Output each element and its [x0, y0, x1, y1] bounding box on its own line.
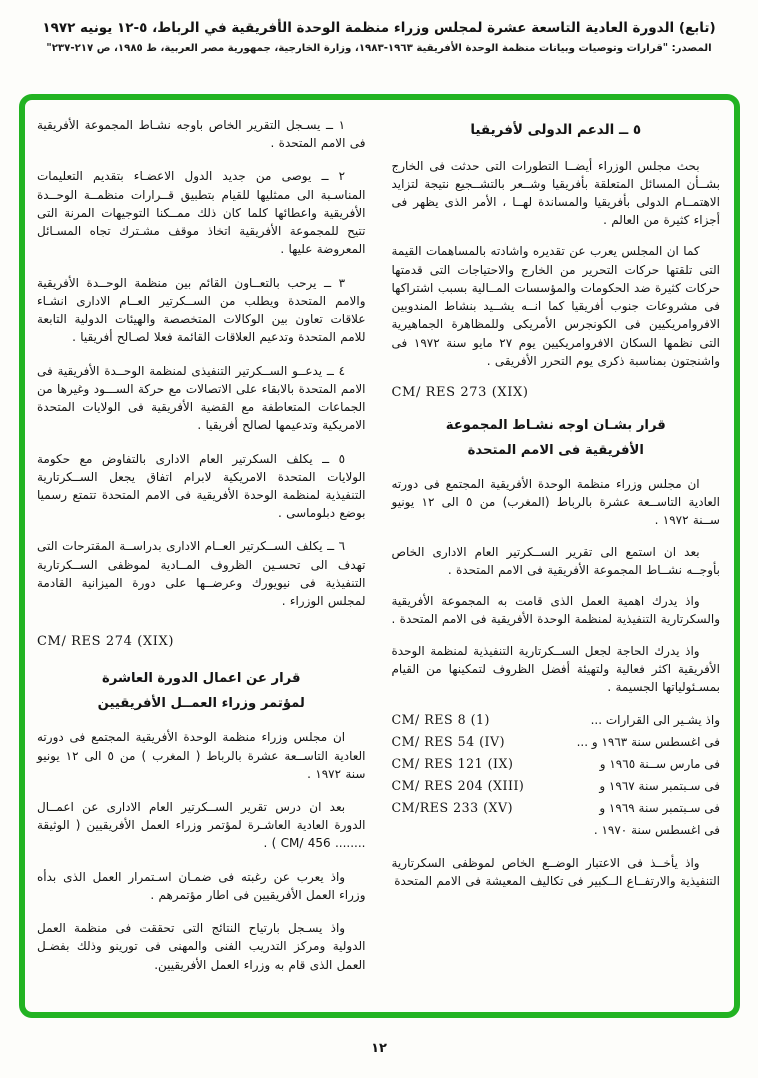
numbered-item-6: ٦ ــ يكلف الســكرتير العــام الادارى بدراســة المقترحات التى تهدف الى تحسـين الظروف المــادية لموظفى الســكرتارية التنفيذية فى نيويورك وعرضــها على دورة الميزانية القادمة لمجلس الوزراء . — [37, 539, 366, 609]
resolution-reference-row — [392, 775, 721, 797]
paragraph: كما ان المجلس يعرب عن تقديره واشادته بالمساهمات القيمة التى تلقتها حركات التحرير من الخارج والاحتياجات التى قدمتها حركات كثيرة ضد الحكومات والمؤسسات المــالية بسبب اشتراكها فى مشروعات جنوب أفريقيا كما انــه يشــيد بنشاط المندوبين الافروامريكيين فى الكونجرس الأمريكى وللمظاهرة الجماهيرية التى نظمها السكان الافروامريكيين يوم ٢٧ مايو سنة ١٩٧٢ فى واشنجتون بمناسبة ذكرى يوم التحرر الأفريقى . — [391, 244, 721, 368]
resolution-title-273 — [392, 413, 721, 463]
resolutions-reference-list — [392, 709, 721, 840]
document-frame — [19, 94, 740, 1018]
page-header — [0, 20, 758, 54]
resolution-code-273: CM/ RES 273 (XIX) — [391, 385, 529, 401]
paragraph: واذ يأخــذ فى الاعتبار الوضــع الخاص لموظفى السكرتارية التنفيذية والارتفــاع الــكبير فى تكاليف المعيشة فى الامم المتحدة — [391, 855, 720, 888]
resolution-reference-code: CM/RES 233 (XV) — [391, 800, 514, 816]
numbered-item-1: ١ ــ يسـجل التقرير الخاص باوجه نشـاط المجموعة الأفريقية فى الامم المتحدة . — [37, 118, 366, 151]
numbered-item-2: ٢ ــ يوصى من جديد الدول الاعضـاء بتقديم التعليمات المناسـبة الى ممثليها للقيام بتطبيق قــرارات منظمــة الوحــدة الأفريقية واعطائها كلما كان ذلك ممــكنا التوجيهات المرنة التى تتيح للمجموعة الأفريقية اتخاذ موقف مشـترك تجاه المسـائل المعروضة عليها . — [37, 169, 366, 257]
numbered-item-3: ٣ ــ يرحب بالتعــاون القائم بين منظمة الوحــدة الأفريقية والامم المتحدة ويطلب من الســكرتير العــام الادارى انشـاء علاقات تعاون بين الوكالات المتخصصة والهيئات الدولية التابعة للامم المتحدة وتدعيم العلاقات القائمة فعلا لصـالح أفريقيا . — [37, 275, 366, 345]
numbered-item-5: ٥ ــ يكلف السكرتير العام الادارى بالتفاوض مع حكومة الولايات المتحدة الامريكية لابرام اتفاق يجعل الســكرتارية التنفيذية لمنظمة الوحدة الأفريقية فى الامم المتحدة تتمتع رسميا بوضع دبلوماسى . — [37, 451, 366, 521]
resolution-code-274: CM/ RES 274 (XIX) — [37, 634, 175, 650]
paragraph: بعد ان استمع الى تقرير الســكرتير العام الادارى الخاص بأوجــه نشــاط المجموعة الأفريقية فى الامم المتحدة . — [391, 544, 720, 577]
numbered-item-4: ٤ ــ يدعــو الســكرتير التنفيذى لمنظمة الوحــدة الأفريقية فى الامم المتحدة بالابقاء على الاتصالات مع حركة الســـود وغيرها من الجماعات المتعاطفة مع القضية الأفريقية فى الولايات المتحدة الامريكية وتدعيمها لصالح أفريقيا . — [37, 363, 366, 433]
paragraph: ان مجلس وزراء منظمة الوحدة الأفريقية المجتمع فى دورته العادية التاســعة عشرة بالرباط (المغرب) من ٥ الى ١٢ يونيو ســنة ١٩٧٢ . — [391, 477, 721, 528]
column-left — [37, 116, 366, 1004]
paragraph: بحث مجلس الوزراء أيضــا التطورات التى حدثت فى الخارج بشــأن المسائل المتعلقة بأفريقيا وشــعر بالتشــجيع نتيجة لتزايد الاهتمــام الدولى بأفريقيا والمساندة لهــا ، الأمر الذى يظهر فى أجزاء كثيرة من العالم . — [391, 158, 720, 228]
page-header-source: المصدر: "قرارات وتوصيات وبيانات منظمة الوحدة الأفريقية ١٩٦٣-١٩٨٣، وزارة الخارجية، جمهورية مصر العربية، ط ١٩٨٥، ص ٢١٧-٢٣٧" — [46, 43, 712, 54]
resolution-reference-row — [392, 709, 721, 731]
paragraph: واذ يعرب عن رغبته فى ضمـان اسـتمرار العمل الذى بدأه وزراء العمل الأفريقيين فى اطار مؤتمرهم . — [37, 869, 366, 902]
resolution-reference-text: فى سـبتمبر سنة ١٩٦٧ و — [599, 779, 720, 794]
section-heading-international-support: ٥ ــ الدعم الدولى لأفريقيا — [470, 122, 642, 138]
paragraph: واذ يسـجل بارتياح النتائج التى تحققت فى منظمة العمل الدولية ومركز التدريب الفنى والمهنى فى تورينو وذلك بفضـل العمل الذى قام به وزراء العمل الأفريقيين. — [37, 921, 366, 972]
resolution-reference-row — [392, 753, 721, 775]
resolution-reference-text: فى سـبتمبر سنة ١٩٦٩ و — [599, 801, 720, 816]
resolution-reference-text: فى اغسطس سنة ١٩٧٠ . — [593, 822, 720, 837]
column-right — [392, 116, 721, 1004]
resolution-reference-code: CM/ RES 8 (1) — [391, 712, 490, 728]
page-header-title: (تابع) الدورة العادية التاسعة عشرة لمجلس وزراء منظمة الوحدة الأفريقية في الرباط، ٥-١٢ يونيه ١٩٧٢ — [42, 20, 716, 36]
resolution-title-274 — [37, 666, 366, 716]
columns-container — [37, 116, 720, 1004]
paragraph: واذ يدرك الحاجة لجعل الســكرتارية التنفيذية لمنظمة الوحدة الأفريقية اكثر فعالية ولتهيئة أفضل الظروف لتمكينها من القيام بمسـئولياتها الجسيمة . — [391, 643, 720, 695]
paragraph: بعد ان درس تقرير الســكرتير العام الادارى عن اعمــال الدورة العادية العاشـرة لمؤتمر وزراء العمل الأفريقيين ( الوثيقة ........ CM/ 456 ) . — [37, 800, 366, 851]
resolution-reference-text: فى اغسطس سنة ١٩٦٣ و ... — [576, 735, 720, 750]
resolution-reference-row — [392, 820, 721, 841]
resolution-reference-row — [392, 797, 721, 819]
resolution-reference-text: واذ يشـير الى القرارات ... — [590, 713, 720, 728]
resolution-title-line-2: لمؤتمر وزراء العمــل الأفريقيين — [97, 696, 305, 712]
resolution-reference-code: CM/ RES 204 (XIII) — [391, 778, 525, 794]
paragraph: ان مجلس وزراء منظمة الوحدة الأفريقية المجتمع فى دورته العادية التاســعة عشرة بالرباط ( المغرب ) من ٥ الى ١٢ يونيو سنة ١٩٧٢ . — [37, 730, 366, 781]
resolution-reference-row — [392, 731, 721, 753]
resolution-title-line-2: الأفريقية فى الامم المتحدة — [467, 442, 644, 458]
paragraph: واذ يدرك اهمية العمل الذى قامت به المجموعة الأفريقية والسكرتارية التنفيذية لمنظمة الوحدة الأفريقية فى الامم المتحدة . — [391, 594, 720, 627]
resolution-reference-code: CM/ RES 121 (IX) — [391, 756, 514, 772]
resolution-reference-text: فى مارس ســنة ١٩٦٥ و — [599, 757, 720, 772]
resolution-reference-code: CM/ RES 54 (IV) — [391, 734, 506, 750]
resolution-title-line-1: قرار بشـان اوجه نشـاط المجموعة — [445, 417, 666, 433]
resolution-title-line-1: قرار عن اعمال الدورة العاشرة — [102, 671, 301, 687]
page-number: ١٢ — [371, 1041, 387, 1056]
